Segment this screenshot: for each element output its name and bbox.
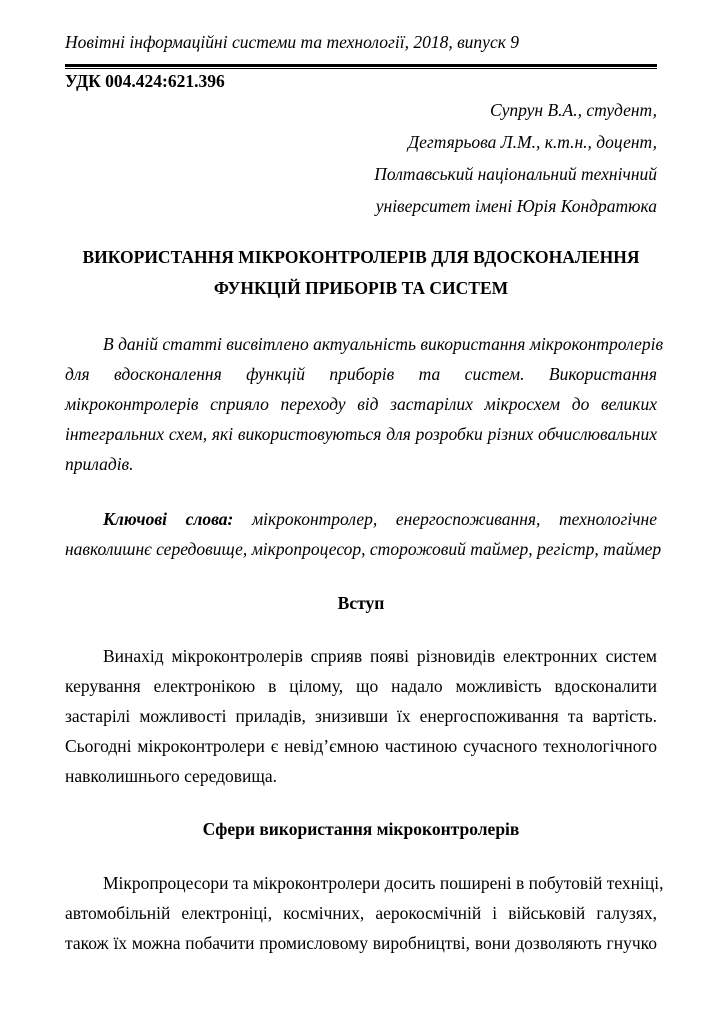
header-rule-thin: [65, 68, 657, 69]
affiliation-line: Полтавський національний технічний: [374, 164, 657, 184]
abstract-line: інтегральних схем, які використовуються для розробки різних обчислювальних: [65, 424, 657, 444]
body-line: Сьогодні мікроконтролери є невід’ємною частиною сучасного технологічного: [65, 736, 657, 756]
applications-paragraph: [65, 868, 664, 958]
body-line: автомобільній електроніці, космічних, аерокосмічній і військовій галузях,: [65, 903, 657, 923]
title-line: ВИКОРИСТАННЯ МІКРОКОНТРОЛЕРІВ ДЛЯ ВДОСКОНАЛЕННЯ: [82, 247, 640, 267]
author-line: Супрун В.А., студент,: [489, 100, 657, 120]
keywords-label: Ключові слова:: [103, 509, 234, 529]
body-line: застарілі можливості приладів, знизивши їх енергоспоживання та вартість.: [65, 706, 657, 726]
author-line: Дегтярьова Л.М., к.т.н., доцент,: [408, 132, 657, 152]
body-line: Мікропроцесори та мікроконтролери досить поширені в побутовій техніці,: [103, 873, 664, 893]
body-line: Винахід мікроконтролерів сприяв появі різновидів електронних систем: [103, 646, 657, 666]
abstract-line: для вдосконалення функцій приборів та систем. Використання: [65, 364, 657, 384]
keywords-text: мікроконтролер, енергоспоживання, технологічне: [251, 509, 657, 529]
section-heading-applications: Сфери використання мікроконтролерів: [202, 819, 520, 839]
affiliation-line: університет імені Юрія Кондратюка: [375, 196, 657, 216]
article-title: [65, 242, 657, 304]
header-rule: [65, 64, 657, 67]
keywords-line: [65, 504, 657, 534]
abstract: [65, 329, 664, 479]
abstract-line: приладів.: [65, 454, 134, 474]
abstract-line: В даній статті висвітлено актуальність використання мікроконтролерів: [103, 334, 664, 354]
authors-block: [65, 94, 657, 222]
body-line: також їх можна побачити промисловому виробництві, вони дозволяють гнучко: [65, 933, 657, 953]
body-line: керування електронікою в цілому, що надало можливість вдосконалити: [65, 676, 657, 696]
journal-header: Новітні інформаційні системи та технології, 2018, випуск 9: [65, 32, 520, 52]
intro-paragraph: [65, 641, 657, 791]
keywords: [65, 504, 662, 564]
body-line: навколишнього середовища.: [65, 766, 277, 786]
keywords-line: навколишнє середовище, мікропроцесор, сторожовий таймер, регістр, таймер: [65, 539, 662, 559]
title-line: ФУНКЦІЙ ПРИБОРІВ ТА СИСТЕМ: [213, 278, 509, 298]
abstract-line: мікроконтролерів сприяло переходу від застарілих мікросхем до великих: [65, 394, 657, 414]
udk-code: УДК 004.424:621.396: [65, 71, 225, 91]
section-heading-intro: Вступ: [337, 593, 385, 613]
